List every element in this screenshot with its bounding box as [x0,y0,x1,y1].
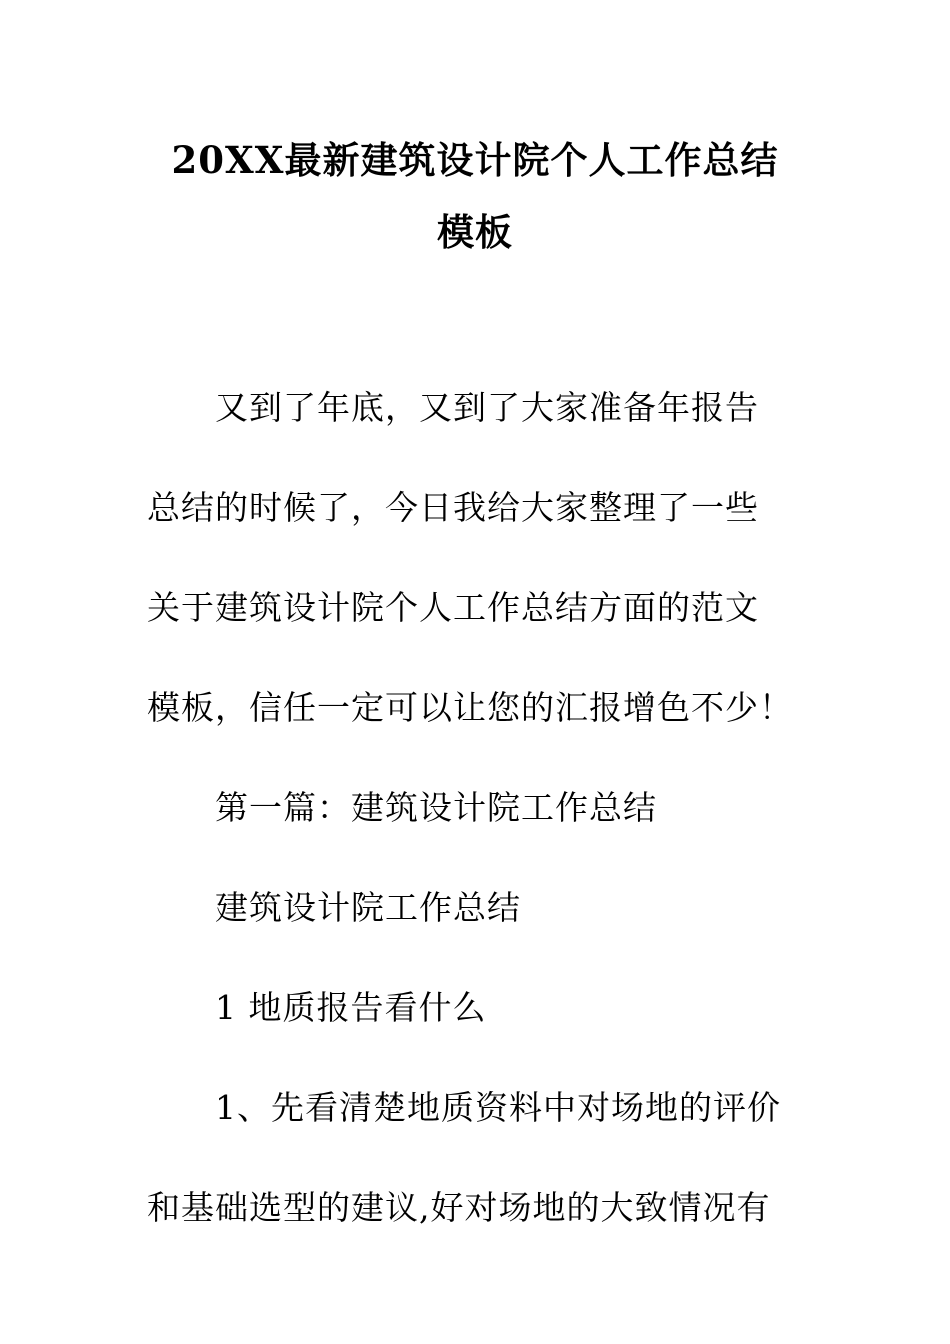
paragraph-line: 模板，信任一定可以让您的汇报增色不少！ [147,688,793,727]
paragraph-line: 关于建筑设计院个人工作总结方面的范文 [147,588,759,627]
paragraph-line: 1、先看清楚地质资料中对场地的评价 [215,1088,781,1127]
document-title-line-2: 模板 [437,210,513,254]
paragraph-line: 又到了年底，又到了大家准备年报告 [215,388,759,427]
item-heading: 1 地质报告看什么 [215,988,487,1027]
paragraph-line: 和基础选型的建议,好对场地的大致情况有 [147,1188,771,1227]
subsection-heading: 建筑设计院工作总结 [215,888,521,927]
paragraph-line: 总结的时候了，今日我给大家整理了一些 [147,488,759,527]
document-title-line-1: 20XX最新建筑设计院个人工作总结 [171,138,779,182]
section-heading: 第一篇：建筑设计院工作总结 [215,788,657,827]
